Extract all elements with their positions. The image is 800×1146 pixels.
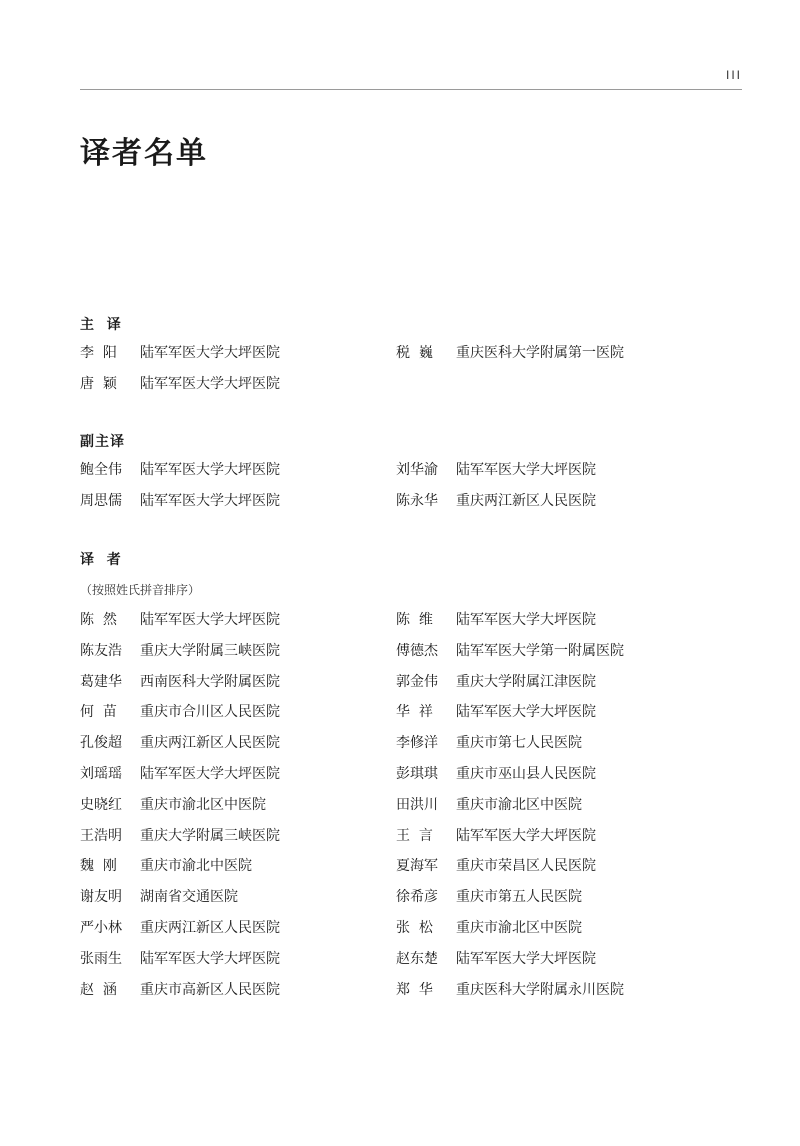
translators-section	[80, 550, 742, 1005]
member-affiliation: 陆军军医大学大坪医院	[456, 827, 596, 844]
member-name: 王 言	[396, 827, 433, 844]
member-name: 田洪川	[396, 796, 438, 813]
member-name: 夏海军	[396, 858, 438, 875]
member-entry	[80, 728, 396, 759]
member-affiliation: 重庆医科大学附属永川医院	[456, 981, 624, 998]
member-name: 刘瑶瑶	[80, 765, 122, 782]
member-affiliation: 重庆市合川区人民医院	[140, 704, 280, 721]
member-affiliation: 陆军军医大学大坪医院	[140, 765, 280, 782]
section-heading: 副主译	[80, 434, 125, 450]
member-name: 陈 然	[80, 612, 117, 628]
header-rule	[80, 89, 742, 90]
member-affiliation: 重庆市渝北中医院	[140, 858, 252, 875]
member-entry	[396, 697, 742, 728]
member-entry	[396, 759, 742, 790]
member-list	[80, 455, 742, 517]
member-entry	[80, 790, 396, 821]
member-name: 周思儒	[80, 492, 122, 509]
member-entry	[80, 338, 396, 369]
member-entry	[80, 697, 396, 728]
member-entry	[80, 944, 396, 975]
page-title: 译者名单	[80, 136, 208, 171]
member-entry	[80, 636, 396, 667]
member-entry	[396, 636, 742, 667]
deputy-translators-section	[80, 432, 742, 517]
section-heading: 译 者	[80, 552, 122, 568]
member-affiliation: 陆军军医大学大坪医院	[140, 950, 280, 967]
member-affiliation: 重庆大学附属三峡医院	[140, 827, 280, 844]
member-entry	[396, 455, 742, 486]
member-affiliation: 重庆两江新区人民医院	[140, 735, 280, 752]
member-name: 何 苗	[80, 704, 117, 721]
member-entry	[396, 975, 742, 1006]
member-affiliation: 重庆大学附属三峡医院	[140, 642, 280, 659]
member-affiliation: 陆军军医大学大坪医院	[456, 462, 596, 478]
member-affiliation: 重庆两江新区人民医院	[140, 919, 280, 936]
member-entry	[80, 882, 396, 913]
member-affiliation: 重庆市渝北区中医院	[140, 796, 266, 813]
member-affiliation: 陆军军医大学大坪医院	[456, 612, 596, 628]
member-name: 张 松	[396, 919, 433, 936]
member-affiliation: 重庆市第五人民医院	[456, 889, 582, 906]
member-name: 唐 颖	[80, 375, 117, 392]
member-affiliation: 陆军军医大学大坪医院	[140, 612, 280, 628]
member-name: 彭琪琪	[396, 765, 438, 782]
member-name: 陈 维	[396, 612, 433, 628]
member-affiliation: 重庆市高新区人民医院	[140, 981, 280, 998]
section-heading: 主 译	[80, 317, 122, 333]
member-affiliation: 陆军军医大学第一附属医院	[456, 642, 624, 659]
member-entry	[396, 728, 742, 759]
member-entry	[396, 851, 742, 882]
member-list	[80, 338, 742, 400]
member-entry	[80, 759, 396, 790]
member-affiliation: 陆军军医大学大坪医院	[456, 704, 596, 721]
member-name: 税 巍	[396, 345, 433, 361]
member-entry	[396, 944, 742, 975]
member-entry	[80, 821, 396, 852]
member-list	[80, 605, 742, 1005]
member-name: 华 祥	[396, 704, 433, 721]
member-affiliation: 重庆市荣昌区人民医院	[456, 858, 596, 875]
member-entry	[396, 667, 742, 698]
member-name: 严小林	[80, 919, 122, 936]
member-affiliation: 陆军军医大学大坪医院	[456, 950, 596, 967]
member-affiliation: 重庆两江新区人民医院	[456, 492, 596, 509]
member-entry	[396, 486, 742, 517]
member-affiliation: 重庆市渝北区中医院	[456, 796, 582, 813]
member-name: 谢友明	[80, 889, 122, 906]
member-affiliation: 陆军军医大学大坪医院	[140, 492, 280, 509]
member-name: 史晓红	[80, 796, 122, 813]
member-name: 鲍全伟	[80, 462, 122, 478]
member-affiliation: 陆军军医大学大坪医院	[140, 345, 280, 361]
member-entry	[80, 369, 396, 400]
member-entry	[396, 605, 742, 636]
member-affiliation: 重庆大学附属江津医院	[456, 673, 596, 690]
member-entry	[396, 338, 742, 369]
member-name: 徐希彦	[396, 889, 438, 906]
member-name: 赵 涵	[80, 981, 117, 998]
member-name: 王浩明	[80, 827, 122, 844]
member-entry	[80, 913, 396, 944]
member-affiliation: 陆军军医大学大坪医院	[140, 462, 280, 478]
member-name: 郑 华	[396, 981, 433, 998]
member-name: 傅德杰	[396, 642, 438, 659]
page-number: III	[725, 68, 742, 82]
member-name: 刘华渝	[396, 462, 438, 478]
member-name: 赵东楚	[396, 950, 438, 967]
member-name: 陈永华	[396, 492, 438, 509]
member-name: 孔俊超	[80, 735, 122, 752]
member-entry	[396, 821, 742, 852]
member-name: 郭金伟	[396, 673, 438, 690]
section-note: （按照姓氏拼音排序）	[80, 583, 201, 597]
member-name: 李修洋	[396, 735, 438, 752]
member-affiliation: 重庆市渝北区中医院	[456, 919, 582, 936]
member-entry	[80, 975, 396, 1006]
member-affiliation: 湖南省交通医院	[140, 889, 238, 906]
member-name: 张雨生	[80, 950, 122, 967]
member-entry	[396, 790, 742, 821]
member-affiliation: 重庆医科大学附属第一医院	[456, 345, 624, 361]
member-entry	[396, 913, 742, 944]
member-affiliation: 重庆市巫山县人民医院	[456, 765, 596, 782]
chief-translators-section	[80, 315, 742, 400]
member-entry	[396, 882, 742, 913]
member-name: 李 阳	[80, 345, 117, 361]
member-name: 魏 刚	[80, 858, 117, 875]
member-entry	[80, 667, 396, 698]
member-affiliation: 重庆市第七人民医院	[456, 735, 582, 752]
member-name: 葛建华	[80, 673, 122, 690]
member-name: 陈友浩	[80, 642, 122, 659]
member-entry	[80, 486, 396, 517]
member-affiliation: 西南医科大学附属医院	[140, 673, 280, 690]
member-entry	[80, 455, 396, 486]
member-entry	[80, 605, 396, 636]
member-affiliation: 陆军军医大学大坪医院	[140, 375, 280, 392]
member-entry	[80, 851, 396, 882]
